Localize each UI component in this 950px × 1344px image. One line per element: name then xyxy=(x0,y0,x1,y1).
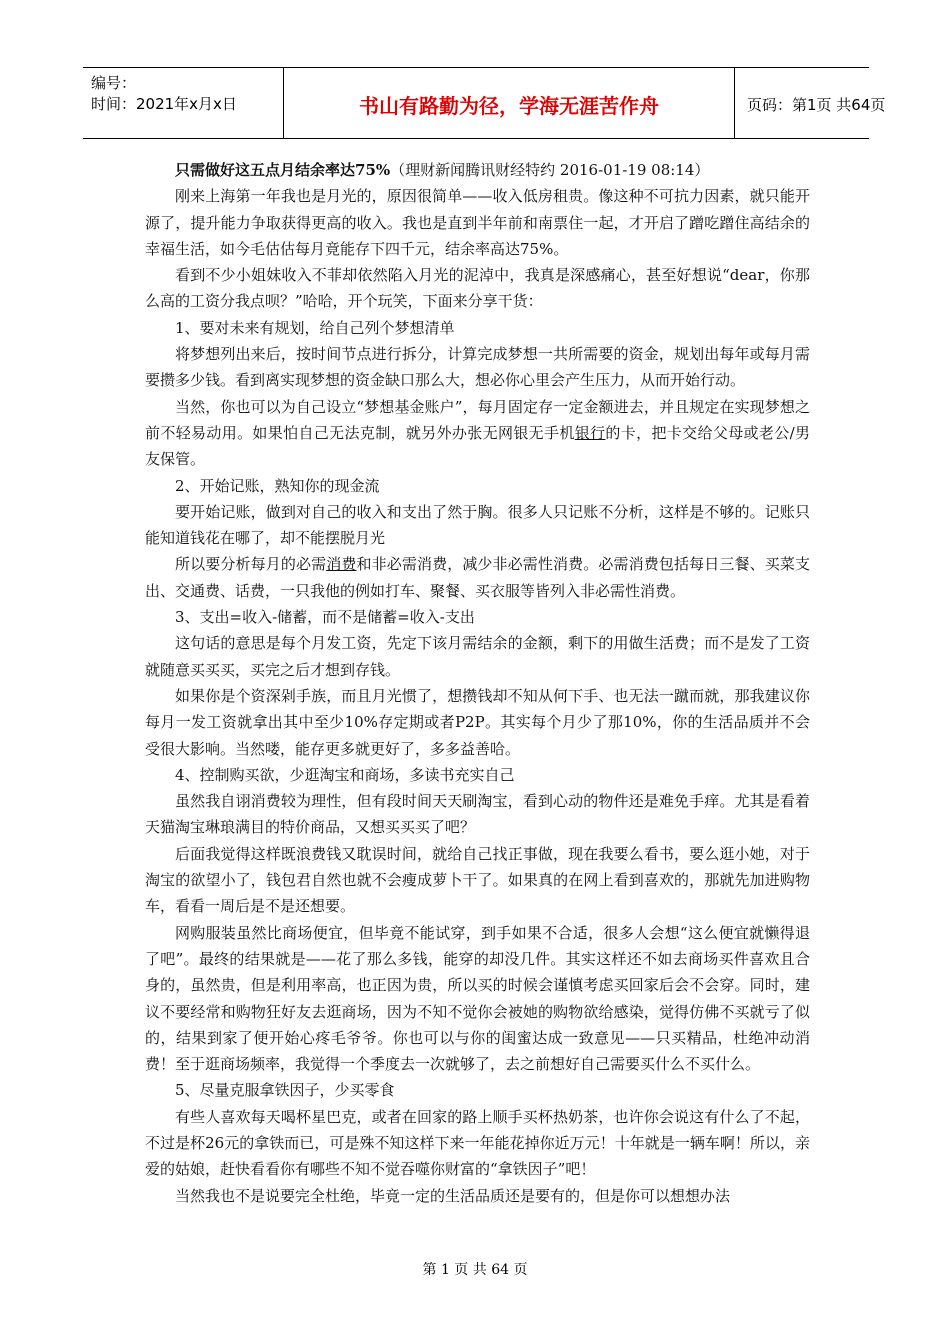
article-source: （理财新闻腾讯财经特约 2016-01-19 08:14） xyxy=(390,161,710,179)
header-motto-cell xyxy=(284,68,735,138)
paragraph: 当然我也不是说要完全杜绝，毕竟一定的生活品质还是要有的，但是你可以想想办法 xyxy=(175,1186,731,1205)
paragraph xyxy=(145,551,810,604)
bank-link[interactable]: 银行 xyxy=(574,423,606,442)
section-heading: 4、控制购买欲，少逛淘宝和商场，多读书充实自己 xyxy=(175,765,515,784)
paragraph: 后面我觉得这样既浪费钱又耽误时间，就给自己找正事做，现在我要么看书，要么逛小她，对于淘宝的欲望小了，钱包君自然也就不会瘦成萝卜干了。如果真的在网上看到喜欢的，那就先加进购物车，看看一周后是不是还想要。 xyxy=(145,844,810,916)
paragraph: 看到不少小姐妹收入不菲却依然陷入月光的泥淖中，我真是深感痛心，甚至好想说“dear，你那么高的工资分我点呗？”哈哈，开个玩笑，下面来分享干货： xyxy=(145,266,810,311)
article-title-line xyxy=(145,157,810,183)
header-motto: 书山有路勤为径，学海无涯苦作舟 xyxy=(359,94,659,118)
paragraph: 网购服装虽然比商场便宜，但毕竟不能试穿，到手如果不合适，很多人会想“这么便宜就懒得退了吧”。最终的结果就是——花了那么多钱，能穿的却没几件。其实这样还不如去商场买件喜欢且合身的，虽然贵，但是利用率高，也正因为贵，所以买的时候会谨慎考虑买回家后会不会穿。同时，建议不要经常和购物狂好友去逛商场，因为不知不觉你会被她的购物欲给感染，觉得仿佛不买就亏了似的，结果到家了便开始心疼毛爷爷。你也可以与你的闺蜜达成一致意见——只买精品，杜绝冲动消费！至于逛商场频率，我觉得一个季度去一次就够了，去之前想好自己需要买什么不买什么。 xyxy=(145,923,810,1074)
header-page-cell xyxy=(735,68,886,138)
paragraph xyxy=(145,394,810,473)
article-body xyxy=(145,157,810,1209)
paragraph: 这句话的意思是每个月发工资，先定下该月需结余的金额，剩下的用做生活费；而不是发了工资就随意买买买，买完之后才想到存钱。 xyxy=(145,634,810,679)
paragraph-text: 所以要分析每月的必需 xyxy=(175,555,327,574)
section-heading: 3、支出=收入-储蓄，而不是储蓄=收入-支出 xyxy=(175,608,475,627)
paragraph: 虽然我自诩消费较为理性，但有段时间天天刷淘宝，看到心动的物件还是难免手痒。尤其是看着天猫淘宝琳琅满目的特价商品，又想买买买了吧？ xyxy=(145,792,810,837)
paragraph-text: 当然，你也可以为自己设立“梦想基金账户”，每月固定存一定金额进去，并且规定在实现梦想之前不轻易动用。如果怕自己无法克制，就另外办张无网银无手机 xyxy=(145,397,810,442)
paragraph: 有些人喜欢每天喝杯星巴克，或者在回家的路上顺手买杯热奶茶，也许你会说这有什么了不起，不过是杯26元的拿铁而已，可是殊不知这样下来一年能花掉你近万元！十年就是一辆车啊！所以，亲爱的姑娘，赶快看看你有哪些不知不觉吞噬你财富的“拿铁因子”吧！ xyxy=(145,1107,810,1179)
article-title: 只需做好这五点月结余率达75% xyxy=(175,161,391,179)
section-heading: 2、开始记账，熟知你的现金流 xyxy=(175,476,380,495)
paragraph-text: 和非必需消费，减少非必需性消费。必需消费包括每日三餐、买菜支出、交通费、话费，一只我他的例如打车、聚餐、买衣服等皆列入非必需性消费。 xyxy=(145,555,810,600)
paragraph: 刚来上海第一年我也是月光的，原因很简单——收入低房租贵。像这种不可抗力因素，就只能开源了，提升能力争取获得更高的收入。我也是直到半年前和南票住一起，才开启了蹭吃蹭住高结余的幸福生活，如今毛估估每月竟能存下四千元，结余率高达75%。 xyxy=(145,187,810,258)
header-info-cell xyxy=(83,68,284,138)
paragraph: 如果你是个资深剁手族，而且月光惯了，想攒钱却不知从何下手、也无法一蹴而就，那我建议你每月一发工资就拿出其中至少10%存定期或者P2P。其实每个月少了那10%，你的生活品质并不会受很大影响。当然喽，能存更多就更好了，多多益善哈。 xyxy=(145,686,810,758)
paragraph: 要开始记账，做到对自己的收入和支出了然于胸。很多人只记账不分析，这样是不够的。记账只能知道钱花在哪了，却不能摆脱月光 xyxy=(145,502,810,548)
page-header xyxy=(83,67,886,139)
page-info: 页码：第1页 共64页 xyxy=(747,96,886,114)
consumption-link[interactable]: 消费 xyxy=(326,555,357,574)
paragraph-text: 的卡，把卡交给父母或老公/男友保管。 xyxy=(145,423,810,469)
section-heading: 1、要对未来有规划，给自己列个梦想清单 xyxy=(175,318,455,337)
number-label: 编号： xyxy=(91,74,137,92)
paragraph: 将梦想列出来后，按时间节点进行拆分，计算完成梦想一共所需要的资金，规划出每年或每月需要攒多少钱。看到离实现梦想的资金缺口那么大，想必你心里会产生压力，从而开始行动。 xyxy=(145,345,810,390)
date-line: 时间：2021年x月x日 xyxy=(91,95,237,113)
page-footer: 第 1 页 共 64 页 xyxy=(422,1262,528,1278)
section-heading: 5、尽量克服拿铁因子，少买零食 xyxy=(175,1081,395,1100)
